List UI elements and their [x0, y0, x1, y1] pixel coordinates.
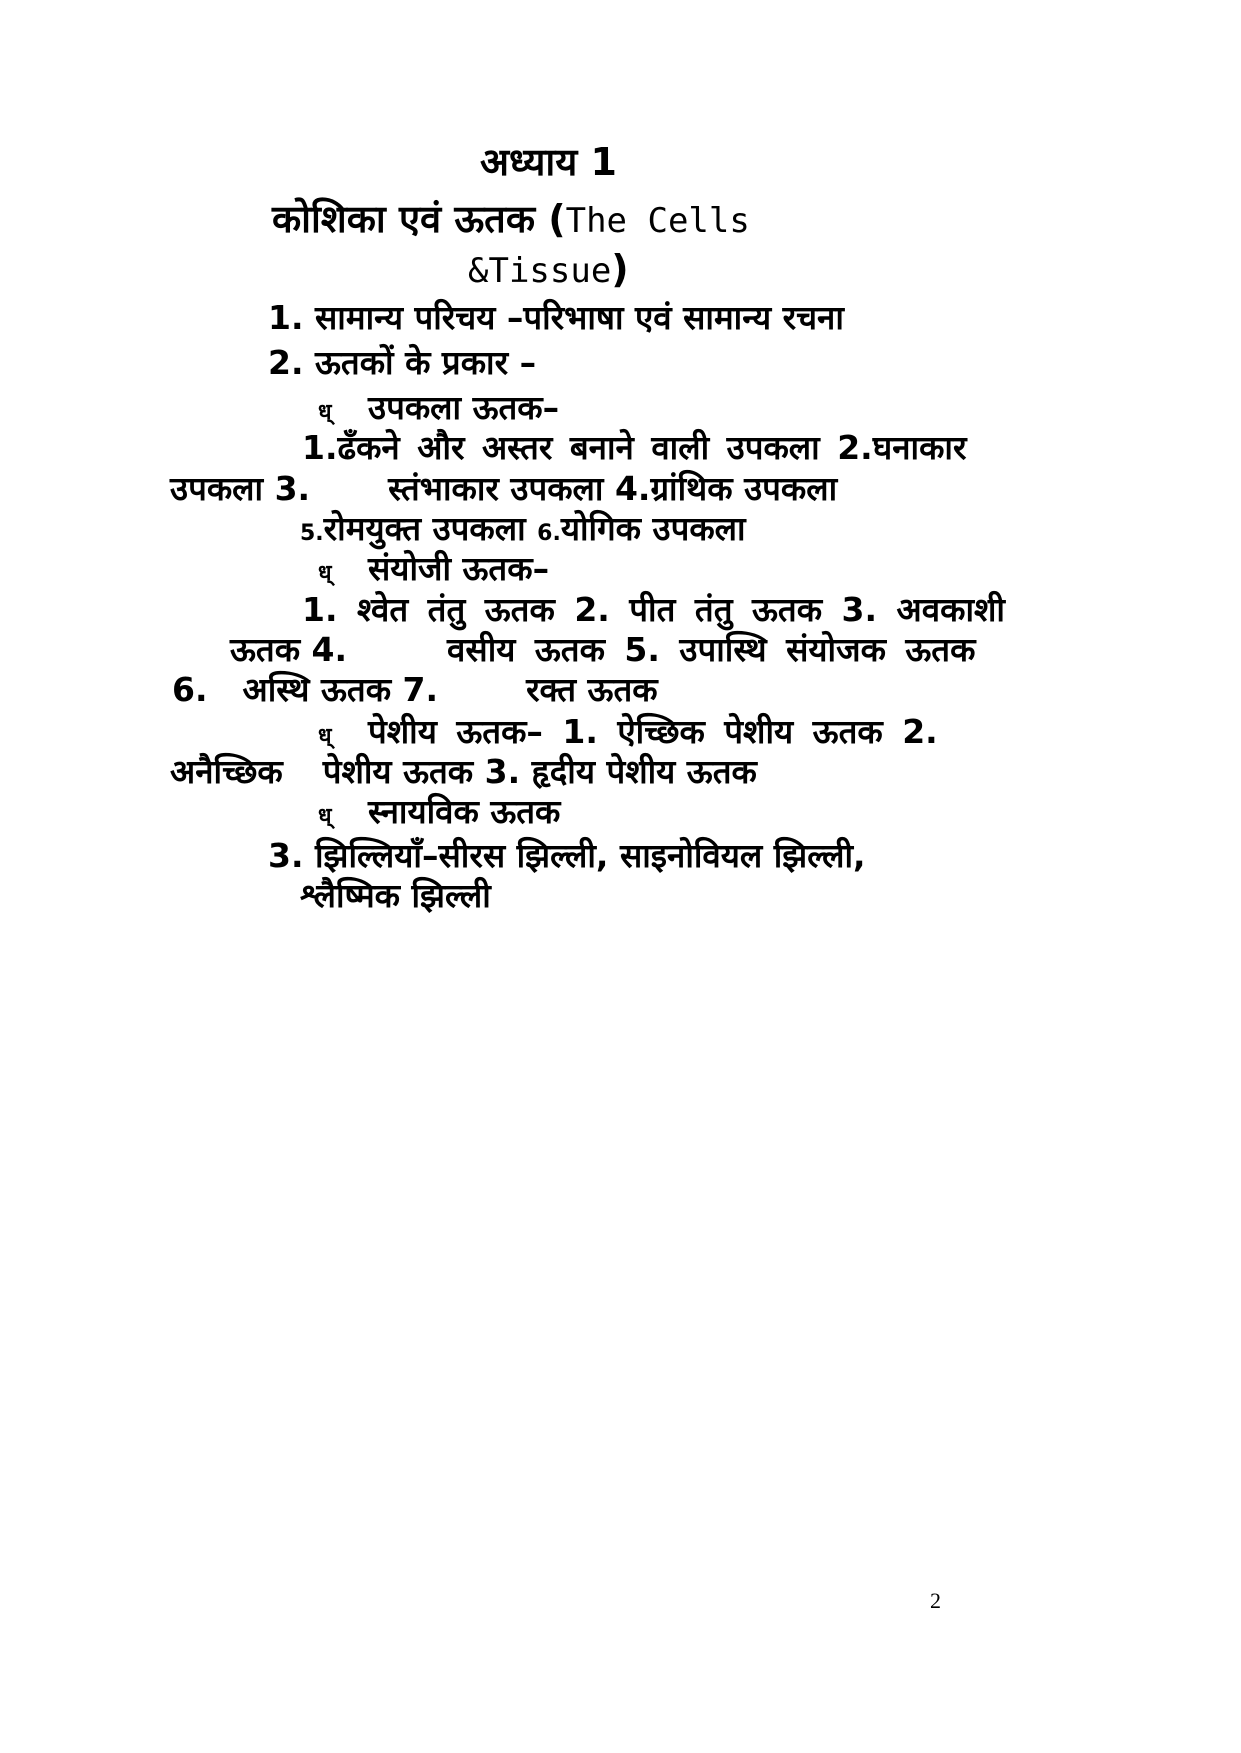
title-close-paren: )	[611, 247, 629, 291]
epithelial-line-1: 1.ढँकने और अस्तर बनाने वाली उपकला 2.घनाकार	[302, 428, 967, 467]
nervous-heading: ध् स्नायविक ऊतक	[318, 792, 560, 837]
outline-item-2: 2. ऊतकों के प्रकार –	[268, 343, 537, 382]
bullet-icon: ध्	[318, 561, 332, 586]
chapter-title-line-2	[468, 245, 629, 295]
outline-item-3: 3. झिल्लियाँ–सीरस झिल्ली, साइनोवियल झिल्ली,	[268, 836, 866, 875]
outline-item-1: 1. सामान्य परिचय –परिभाषा एवं सामान्य रचना	[268, 298, 844, 337]
connective-line-2: ऊतक 4. वसीय ऊतक 5. उपास्थि संयोजक ऊतक	[230, 630, 976, 669]
connective-line-3: 6. अस्थि ऊतक 7. रक्त ऊतक	[172, 670, 658, 709]
epithelial-line-2: उपकला 3. स्तंभाकार उपकला 4.ग्रांथिक उपकला	[170, 469, 838, 508]
chapter-title-line-1	[272, 195, 750, 245]
bullet-icon: ध्	[318, 724, 332, 749]
chapter-heading: अध्याय 1	[480, 140, 617, 184]
page-number: 2	[930, 1588, 941, 1613]
bullet-icon: ध्	[318, 804, 332, 829]
connective-line-1: 1. श्वेत तंतु ऊतक 2. पीत तंतु ऊतक 3. अवकाशी	[302, 590, 1005, 629]
epithelial-line-3: 5.रोमयुक्त उपकला 6.योगिक उपकला	[300, 509, 746, 548]
epithelial-heading: ध् उपकला ऊतक–	[318, 388, 559, 433]
outline-item-3-continued: श्लैष्मिक झिल्ली	[300, 876, 491, 915]
muscular-line-1: ध् पेशीय ऊतक– 1. ऐच्छिक पेशीय ऊतक 2.	[318, 712, 938, 757]
bullet-icon: ध्	[318, 400, 332, 425]
title-english-1: The Cells	[565, 201, 750, 241]
connective-heading: ध् संयोजी ऊतक–	[318, 549, 549, 594]
title-english-2: &Tissue	[468, 251, 612, 291]
muscular-line-2: अनैच्छिक पेशीय ऊतक 3. हृदीय पेशीय ऊतक	[170, 752, 757, 791]
title-hindi: कोशिका एवं ऊतक (	[272, 197, 566, 241]
